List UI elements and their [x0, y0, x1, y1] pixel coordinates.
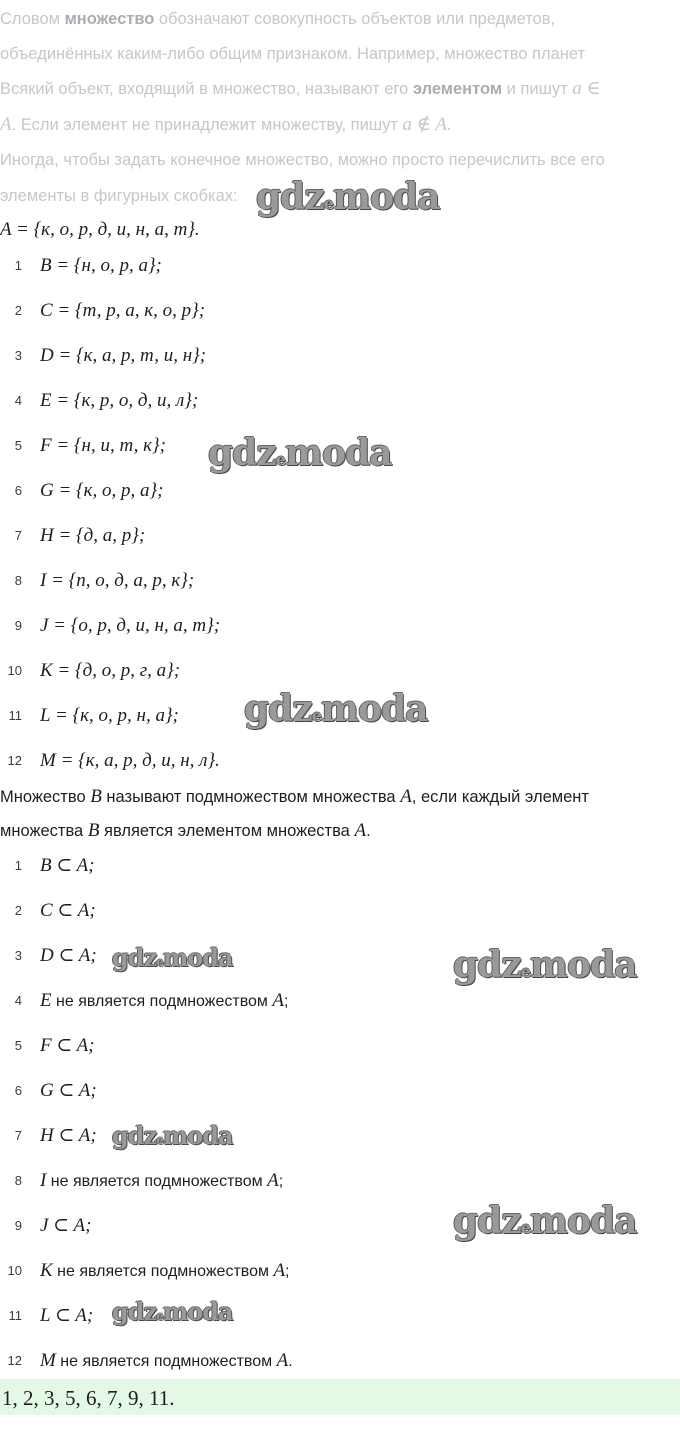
- item-number: 3: [14, 348, 22, 363]
- watermark-logo: gdzemoda: [453, 1200, 637, 1242]
- subset-statement: [40, 1350, 293, 1373]
- set-list-item: [0, 750, 680, 774]
- subset-math: A: [272, 990, 284, 1011]
- set-list-item: [0, 570, 680, 594]
- subset-math: G ⊂ A;: [40, 1080, 97, 1101]
- subset-math: A: [267, 1170, 279, 1191]
- item-number: 6: [14, 483, 22, 498]
- item-number: 5: [14, 1038, 22, 1053]
- answer-box: [0, 1379, 680, 1415]
- set-expression: C = {т, р, а, к, о, р};: [40, 300, 206, 321]
- item-number: 7: [14, 1128, 22, 1143]
- subset-math: C ⊂ A;: [40, 900, 96, 921]
- item-number: 4: [14, 993, 22, 1008]
- watermark-logo: gdzemoda: [112, 943, 233, 972]
- subset-list-item: [0, 1080, 680, 1104]
- subset-math: A: [276, 1350, 289, 1371]
- item-number: 10: [7, 663, 22, 678]
- subset-math: F ⊂ A;: [40, 1035, 95, 1056]
- watermark-logo: gdzemoda: [244, 688, 428, 730]
- subset-math: H ⊂ A;: [40, 1125, 97, 1146]
- set-list-item: [0, 300, 680, 324]
- subset-statement: [40, 990, 288, 1013]
- subset-statement: [40, 1260, 290, 1283]
- subset-definition-line-1: Множество B называют подмножеством множества A, если каждый элемент: [0, 786, 589, 807]
- set-expression: E = {к, р, о, д, и, л};: [40, 390, 199, 411]
- intro-line-6: элементы в фигурных скобках:: [0, 187, 238, 205]
- subset-statement: [40, 1080, 97, 1102]
- subset-list-item: [0, 1350, 680, 1374]
- subset-math: B ⊂ A;: [40, 855, 95, 876]
- subset-note: не является подмножеством: [55, 1353, 277, 1370]
- watermark-logo: gdzemoda: [453, 944, 637, 986]
- watermark-logo: gdzemoda: [112, 1297, 233, 1326]
- item-number: 1: [14, 258, 22, 273]
- subset-math: E: [40, 990, 52, 1011]
- subset-statement: [40, 1035, 95, 1057]
- subset-list-item: [0, 900, 680, 924]
- subset-definition-line-2: множества B является элементом множества A.: [0, 820, 371, 841]
- subset-list-item: [0, 1170, 680, 1194]
- item-number: 9: [14, 1218, 22, 1233]
- set-list-item: [0, 345, 680, 369]
- set-list-item: [0, 255, 680, 279]
- subset-note: не является подмножеством: [51, 993, 273, 1010]
- subset-list-item: [0, 855, 680, 879]
- set-expression: F = {н, и, т, к};: [40, 435, 166, 456]
- subset-math: M: [40, 1350, 56, 1371]
- watermark-logo: gdzemoda: [256, 176, 440, 218]
- item-number: 10: [7, 1263, 22, 1278]
- intro-line-3: Всякий объект, входящий в множество, называют его элементом и пишут a ∈: [0, 78, 601, 99]
- subset-punct: ;: [285, 1263, 290, 1280]
- subset-statement: [40, 1125, 97, 1147]
- set-expression: I = {п, о, д, а, р, к};: [40, 570, 195, 591]
- set-expression: J = {о, р, д, и, н, а, т};: [40, 615, 221, 636]
- subset-math: L ⊂ A;: [40, 1305, 94, 1326]
- set-list-item: [0, 480, 680, 504]
- subset-math: K: [40, 1260, 53, 1281]
- set-expression: B = {н, о, р, а};: [40, 255, 162, 276]
- set-expression: G = {к, о, р, а};: [40, 480, 164, 501]
- intro-line-5: Иногда, чтобы задать конечное множество, можно просто перечислить все его: [0, 151, 605, 169]
- subset-math: D ⊂ A;: [40, 945, 97, 966]
- item-number: 6: [14, 1083, 22, 1098]
- set-list-item: [0, 390, 680, 414]
- item-number: 2: [14, 303, 22, 318]
- subset-statement: [40, 1170, 283, 1193]
- subset-statement: [40, 1215, 91, 1237]
- item-number: 11: [8, 708, 22, 723]
- watermark-logo: gdzemoda: [208, 432, 392, 474]
- item-number: 2: [14, 903, 22, 918]
- set-expression: H = {д, а, р};: [40, 525, 146, 546]
- subset-statement: [40, 945, 97, 967]
- item-number: 12: [7, 753, 22, 768]
- set-list-item: [0, 525, 680, 549]
- subset-statement: [40, 900, 96, 922]
- set-list-item: [0, 660, 680, 684]
- watermark-logo: gdzemoda: [112, 1121, 233, 1150]
- subset-punct: ;: [278, 1173, 284, 1190]
- subset-list-item: [0, 1305, 680, 1329]
- item-number: 3: [14, 948, 22, 963]
- set-expression: M = {к, а, р, д, и, н, л}.: [40, 750, 220, 771]
- set-list-item: [0, 615, 680, 639]
- subset-punct: .: [288, 1353, 293, 1370]
- set-expression: L = {к, о, р, н, а};: [40, 705, 179, 726]
- item-number: 5: [14, 438, 22, 453]
- item-number: 8: [14, 573, 22, 588]
- intro-line-2: объединённых каким-либо общим признаком. Например, множество планет: [0, 45, 586, 63]
- subset-math: J ⊂ A;: [40, 1215, 92, 1236]
- item-number: 12: [7, 1353, 22, 1368]
- item-number: 1: [14, 858, 22, 873]
- set-a-definition: A = {к, о, р, д, и, н, а, т}.: [0, 219, 200, 240]
- subset-list-item: [0, 990, 680, 1014]
- subset-math: I: [40, 1170, 47, 1191]
- item-number: 11: [8, 1308, 22, 1323]
- intro-line-4: A. Если элемент не принадлежит множеству, пишут a ∉ A.: [0, 114, 452, 135]
- subset-note: не является подмножеством: [52, 1263, 274, 1280]
- answer-text: 1, 2, 3, 5, 6, 7, 9, 11.: [2, 1386, 175, 1410]
- set-expression: K = {д, о, р, г, а};: [40, 660, 181, 681]
- item-number: 4: [14, 393, 22, 408]
- subset-list-item: [0, 1035, 680, 1059]
- subset-list-item: [0, 1260, 680, 1284]
- subset-note: не является подмножеством: [46, 1173, 268, 1190]
- item-number: 8: [14, 1173, 22, 1188]
- subset-punct: ;: [283, 993, 289, 1010]
- item-number: 7: [14, 528, 22, 543]
- item-number: 9: [14, 618, 22, 633]
- subset-statement: [40, 1305, 93, 1327]
- subset-list-item: [0, 1125, 680, 1149]
- subset-statement: [40, 855, 95, 877]
- intro-line-1: Словом множество обозначают совокупность объектов или предметов,: [0, 10, 556, 28]
- set-expression: D = {к, а, р, т, и, н};: [40, 345, 207, 366]
- subset-math: A: [273, 1260, 286, 1281]
